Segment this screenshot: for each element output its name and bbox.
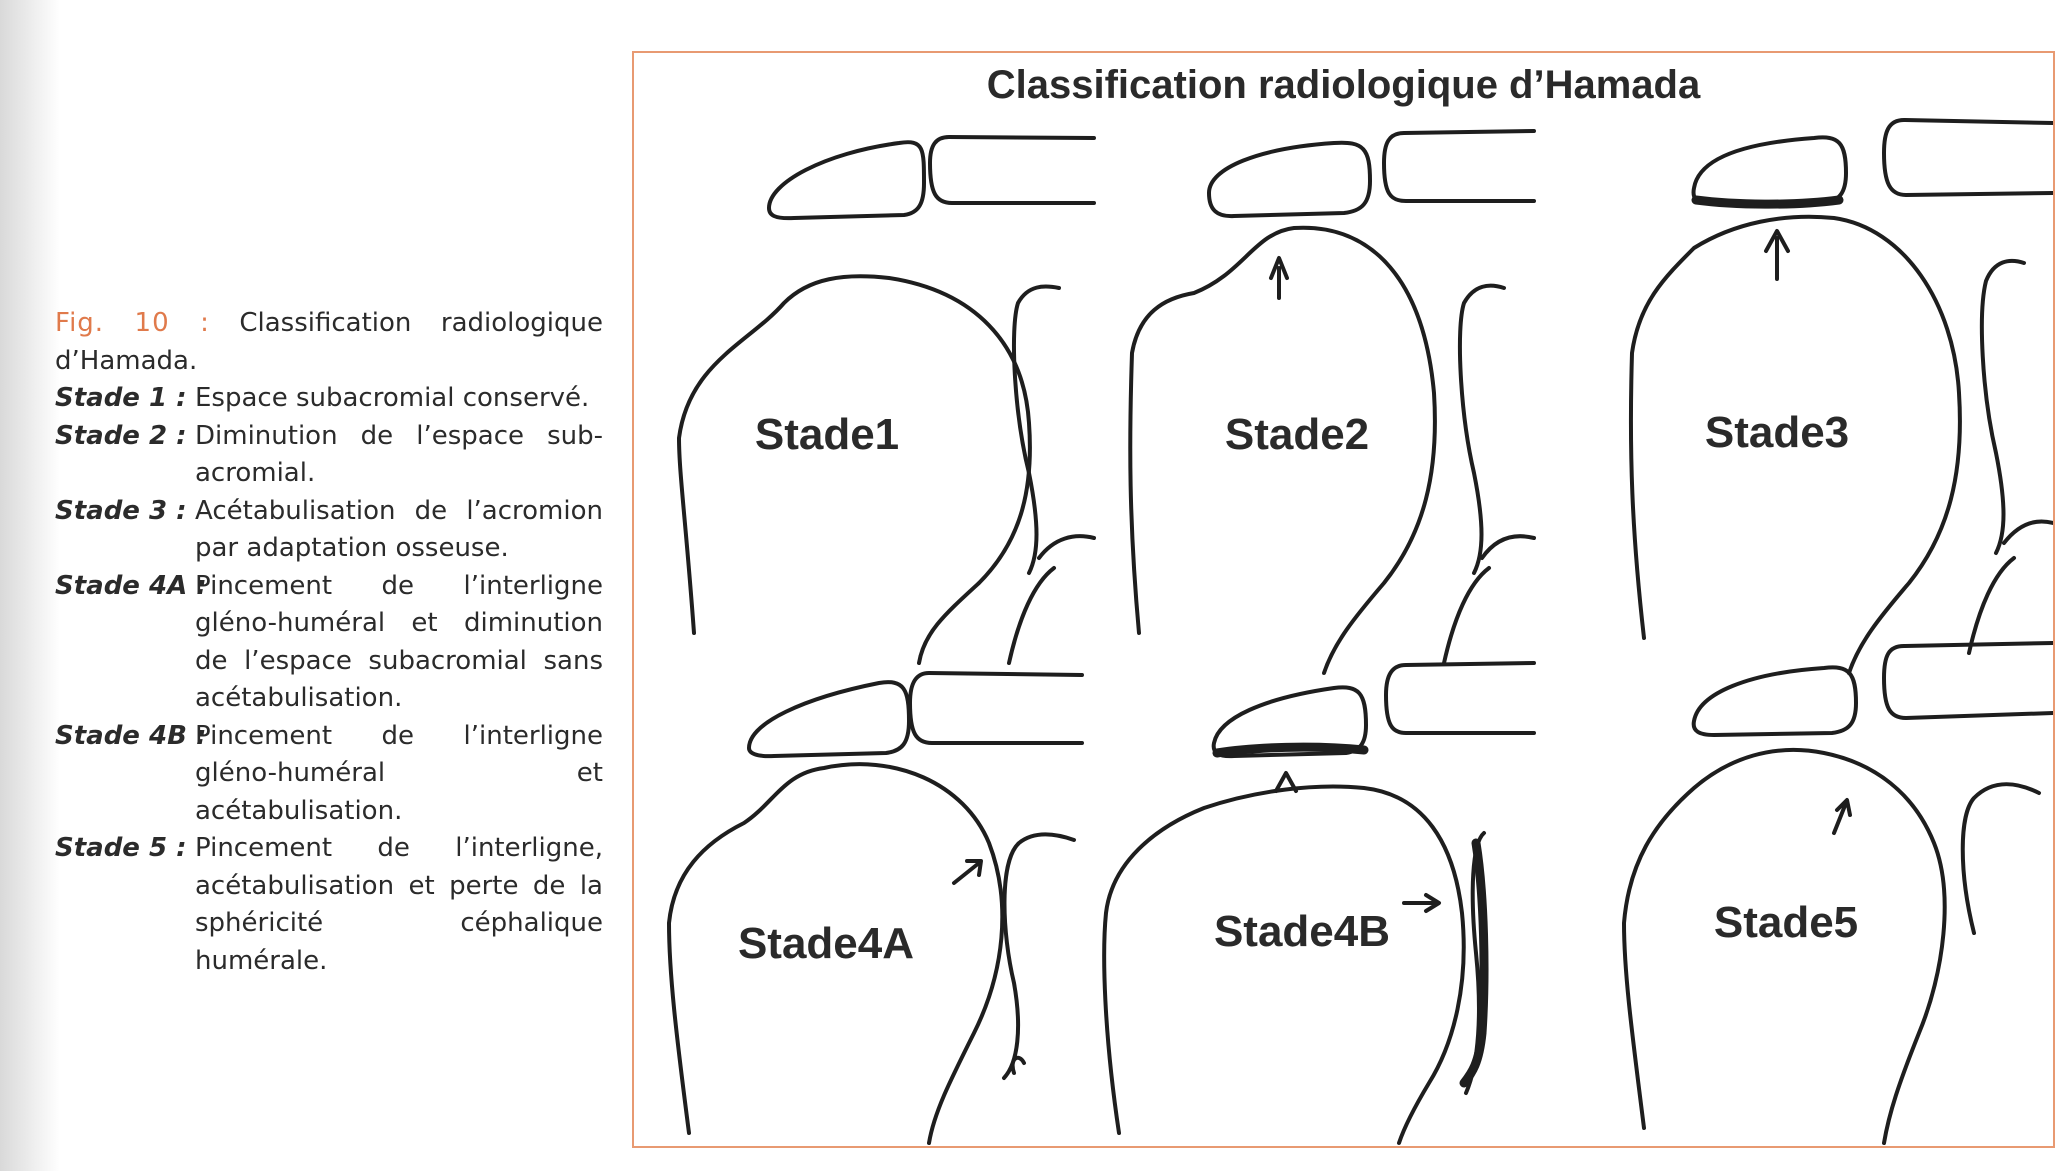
panel-stade-5 (1624, 643, 2053, 1143)
caption-heading (55, 305, 603, 380)
humeral-head-outline (679, 276, 1030, 663)
clavicle-outline (930, 137, 1094, 203)
figure-caption-title: Classification radiologique d’Hamada. (55, 308, 603, 376)
page-edge-shadow (0, 0, 60, 1171)
glenoid-outline (1444, 286, 1534, 663)
stage-5-entry (55, 830, 603, 980)
clavicle-outline (910, 673, 1082, 743)
acetabulized-acromion-undersurface (1696, 200, 1839, 204)
stage-2-name: Stade 2 : (55, 420, 187, 451)
panel-stade-2 (1130, 131, 1534, 673)
stage-2-description: Diminution de l’espace sub-acromial. (195, 420, 603, 488)
humeral-head-outline (1104, 787, 1464, 1143)
stage-1-description: Espace subacromial conservé. (195, 383, 590, 413)
stage-4b-entry (55, 718, 603, 831)
stage-5-name: Stade 5 : (55, 833, 187, 863)
acromion-outline (1694, 137, 1846, 203)
figure-frame (632, 51, 2055, 1148)
shoulder-diagrams (634, 53, 2053, 1146)
stage-5-description: Pincement de l’interligne, acétabulisation et perte de la sphéricité céphalique humérale. (195, 833, 603, 976)
panel-stade-3 (1631, 120, 2053, 673)
glenoid-outline (1004, 834, 1074, 1078)
panel-label-stade-4b: Stade4B (1213, 907, 1391, 956)
glenoid-outline (1963, 784, 2039, 933)
arrow-right-icon (1404, 895, 1439, 911)
arrow-up-right-icon (954, 861, 981, 883)
panel-stade-4b (1104, 663, 1534, 1143)
arrow-up-right-icon (1834, 800, 1850, 833)
figure-caption (55, 305, 603, 980)
clavicle-outline (1386, 663, 1534, 733)
stage-4b-name: Stade 4B : (55, 720, 207, 751)
panel-label-stade-4a: Stade4A (737, 919, 915, 968)
stage-4a-name: Stade 4A : (55, 570, 207, 601)
stage-4a-entry (55, 568, 603, 718)
acromion-outline (1209, 143, 1370, 216)
panel-label-stade-5: Stade5 (1713, 898, 1859, 947)
acromion-outline (769, 142, 924, 218)
stage-1-name: Stade 1 : (55, 383, 187, 413)
stage-1-entry (55, 380, 603, 418)
clavicle-outline (1884, 120, 2053, 195)
acromion-outline (749, 682, 909, 756)
stage-3-description: Acétabulisation de l’acromion par adaptation osseuse. (195, 495, 603, 563)
stage-3-name: Stade 3 : (55, 495, 187, 526)
arrow-up-icon (1271, 258, 1287, 298)
panel-label-stade-3: Stade3 (1704, 408, 1850, 457)
acetabulized-acromion-undersurface (1217, 747, 1364, 753)
stage-4a-description: Pincement de l’interligne gléno-huméral et diminution de l’espace subacromial sans acétabulisation. (195, 570, 603, 713)
glenoid-outline (1969, 261, 2053, 653)
stage-4b-description: Pincement de l’interligne gléno-huméral et acétabulisation. (195, 720, 603, 826)
stage-3-entry (55, 493, 603, 568)
panel-stade-1 (679, 137, 1094, 663)
panel-label-stade-1: Stade1 (754, 410, 900, 459)
glenoid-outline (1009, 287, 1094, 663)
figure-title: Classification radiologique d’Hamada (986, 63, 1701, 107)
panel-stade-4a (669, 673, 1082, 1143)
clavicle-outline (1384, 131, 1534, 201)
arrow-up-icon (1766, 231, 1788, 279)
acromion-outline (1694, 667, 1856, 735)
stage-2-entry (55, 418, 603, 493)
figure-label: Fig. 10 : (55, 308, 210, 338)
panel-label-stade-2: Stade2 (1224, 410, 1370, 459)
